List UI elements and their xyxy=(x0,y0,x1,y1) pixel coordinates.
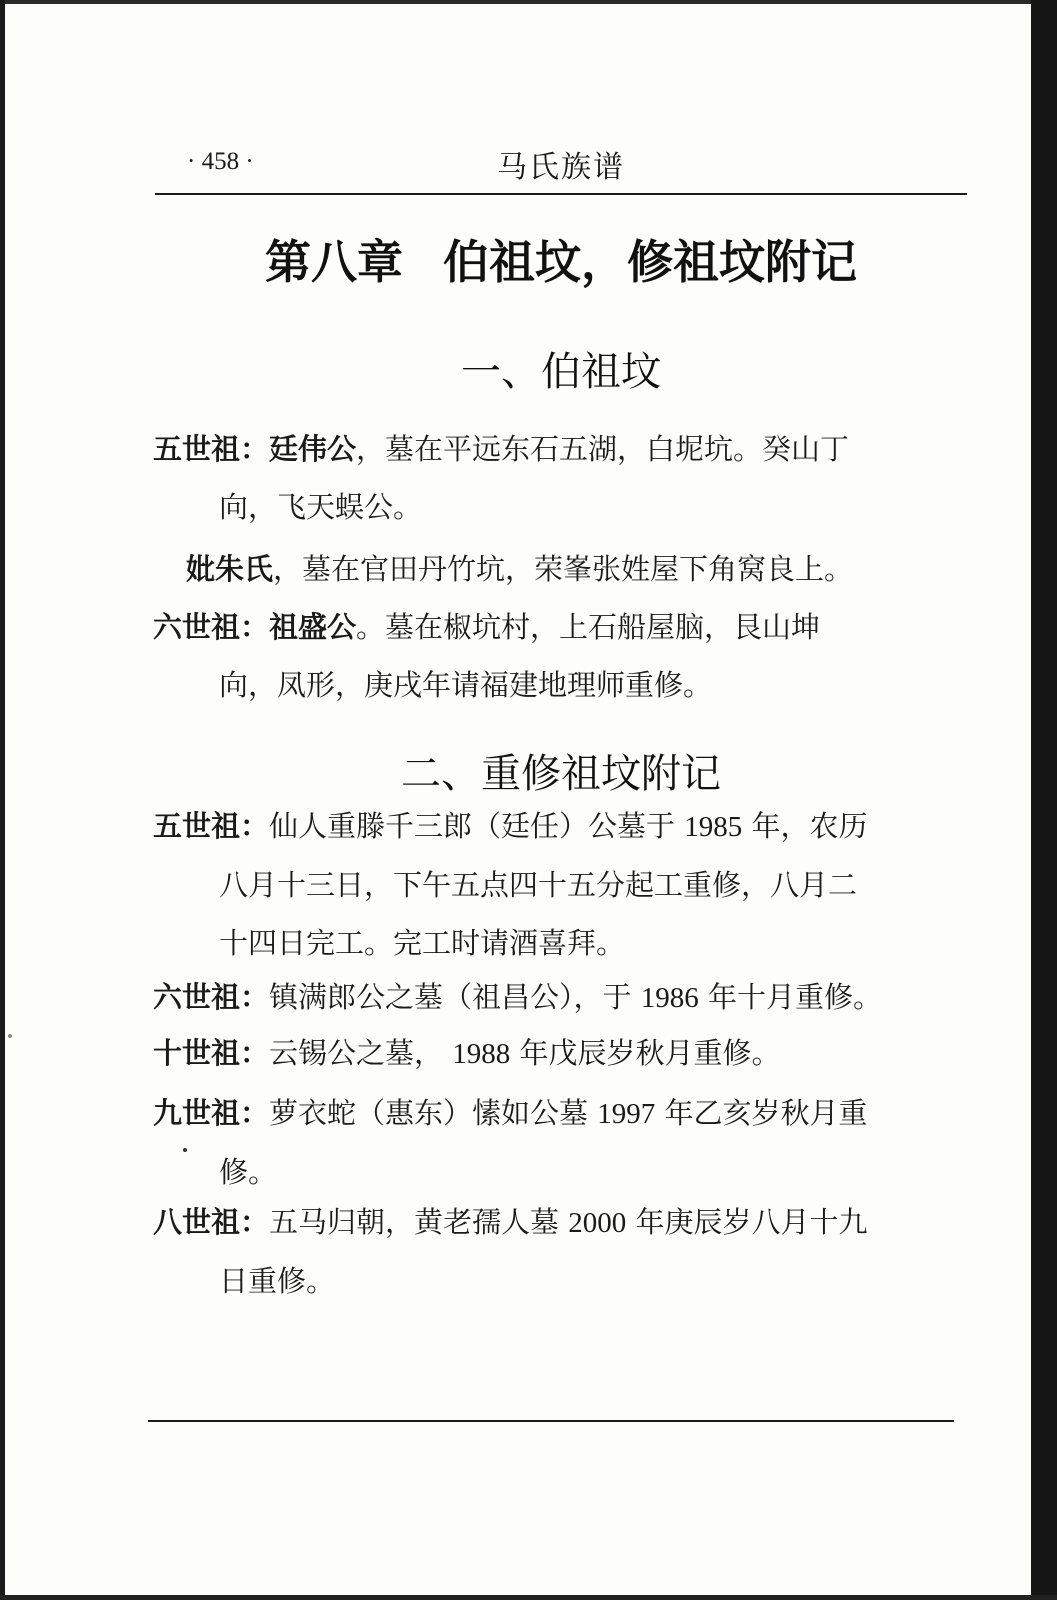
section-heading-2: 二、重修祖坟附记 xyxy=(401,751,721,797)
generation-label: 六世祖： xyxy=(153,610,270,644)
entry-text: 萝衣蛇（惠东）愫如公墓 xyxy=(269,1096,589,1130)
entry-line: 八月十三日，下午五点四十五分起工重修，八月二 xyxy=(219,868,858,902)
entry-text: 。墓在椒坑村，上石船屋脑，艮山坤 xyxy=(356,610,821,644)
entry-bi-zhu xyxy=(186,540,998,598)
entry-text: 云锡公之墓， xyxy=(269,1036,444,1070)
generation-label: 十世祖： xyxy=(153,1036,270,1070)
running-title: 马氏族谱 xyxy=(497,150,625,185)
entry-line xyxy=(153,968,965,1027)
entry-line xyxy=(153,1193,965,1252)
chapter-title xyxy=(155,226,967,292)
scan-edge-right xyxy=(1031,0,1057,1600)
entry-wushizu-tingwei xyxy=(153,420,965,536)
scan-edge-left xyxy=(0,0,5,1600)
entry-line xyxy=(186,540,998,598)
entry-line: 修。 xyxy=(219,1155,278,1189)
entry-text: 年，农历 xyxy=(751,809,868,843)
entry-text: 年乙亥岁秋月重 xyxy=(664,1096,868,1130)
footer-rule xyxy=(148,1420,954,1422)
generation-label: 五世祖： xyxy=(153,809,270,843)
year: 1997 xyxy=(597,1098,656,1130)
year: 1985 xyxy=(684,811,743,843)
scan-speck xyxy=(183,1148,187,1152)
scan-speck xyxy=(8,1034,12,1038)
entry-line xyxy=(153,1024,965,1083)
entry-line xyxy=(153,797,965,856)
entry-line: 日重修。 xyxy=(219,1264,336,1298)
scan-edge-top xyxy=(0,0,1057,4)
generation-label: 九世祖： xyxy=(153,1096,270,1130)
entry-text: 年十月重修。 xyxy=(707,980,882,1014)
entry-liushizu-zusheng xyxy=(153,598,965,714)
entry-text: 年戊辰岁秋月重修。 xyxy=(519,1036,781,1070)
year: 1988 xyxy=(452,1038,511,1070)
ancestor-name: 廷伟公 xyxy=(269,432,357,466)
entry-text: 五马归朝，黄老孺人墓 xyxy=(269,1205,560,1239)
entry-line: 向，飞天蜈公。 xyxy=(219,490,423,524)
ancestor-name: 祖盛公 xyxy=(269,610,357,644)
entry-repair-1986 xyxy=(153,968,965,1027)
year: 1986 xyxy=(640,982,699,1014)
scan-edge-bottom xyxy=(0,1595,1057,1600)
entry-line: 十四日完工。完工时请酒喜拜。 xyxy=(219,926,626,960)
year: 2000 xyxy=(568,1207,627,1239)
entry-line xyxy=(153,598,965,656)
page-header xyxy=(155,142,967,188)
entry-repair-1997 xyxy=(153,1084,965,1201)
entry-repair-1988 xyxy=(153,1024,965,1083)
entry-line xyxy=(153,420,965,478)
generation-label: 五世祖： xyxy=(153,432,270,466)
entry-line: 向，凤形，庚戌年请福建地理师重修。 xyxy=(219,668,713,702)
entry-repair-1985 xyxy=(153,797,965,972)
chapter-number: 第八章 xyxy=(265,235,403,289)
entry-text: 仙人重滕千三郎（廷任）公墓于 xyxy=(269,809,676,843)
entry-text: 镇满郎公之墓（祖昌公），于 xyxy=(269,980,632,1014)
page-number: · 458 · xyxy=(187,148,254,175)
generation-label: 六世祖： xyxy=(153,980,270,1014)
generation-label: 八世祖： xyxy=(153,1205,270,1239)
section-heading-1: 一、伯祖坟 xyxy=(461,349,661,395)
entry-text: 年庚辰岁八月十九 xyxy=(635,1205,868,1239)
entry-line xyxy=(153,1084,965,1143)
entry-text: ，墓在官田丹竹坑，荣峯张姓屋下角窝良上。 xyxy=(273,552,854,586)
ancestor-name: 妣朱氏 xyxy=(186,552,274,586)
entry-repair-2000 xyxy=(153,1193,965,1310)
entry-text: ，墓在平远东石五湖，白坭坑。癸山丁 xyxy=(356,432,850,466)
chapter-title-text: 伯祖坟，修祖坟附记 xyxy=(443,235,857,289)
header-rule xyxy=(155,193,967,195)
